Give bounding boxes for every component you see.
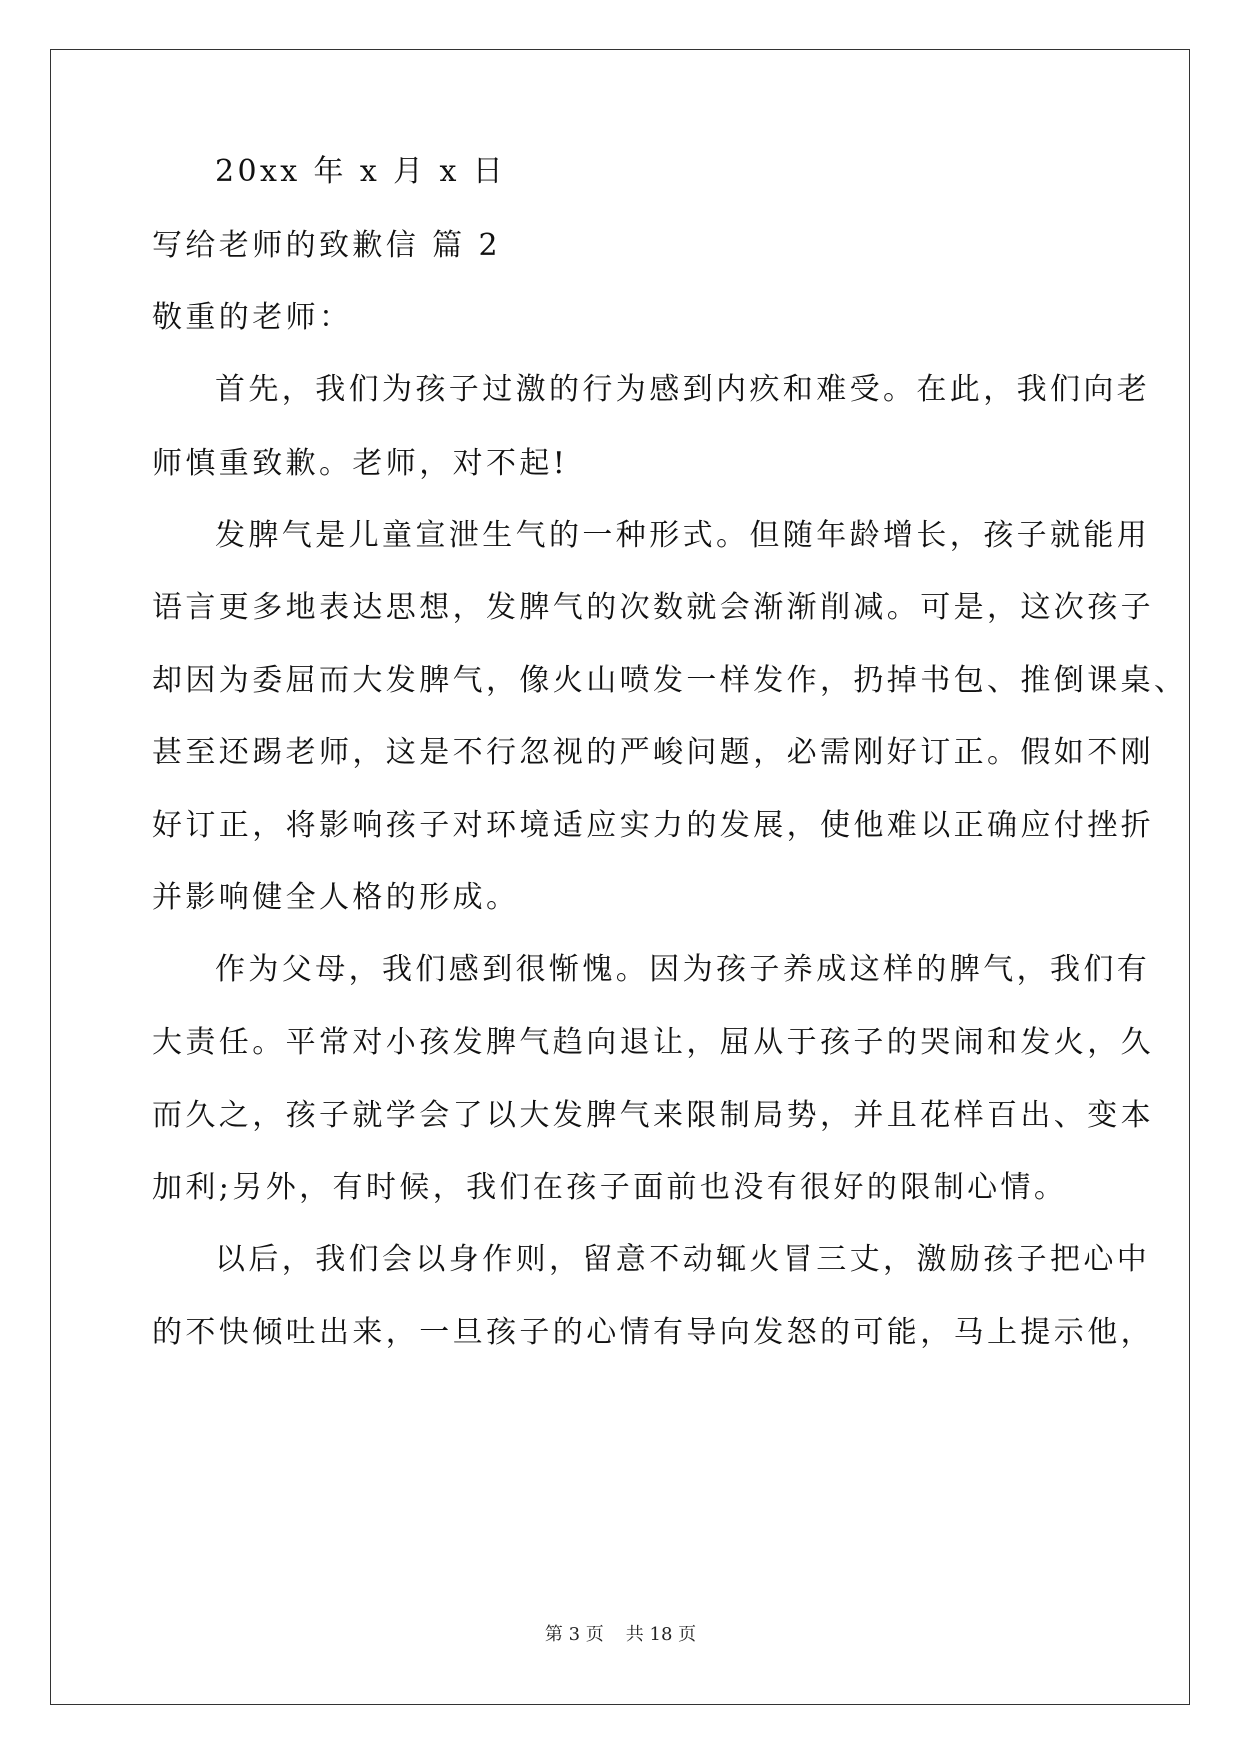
body-line: 首先，我们为孩子过激的行为感到内疚和难受。在此，我们向老: [215, 372, 1151, 407]
page-total: 共 18 页: [625, 1624, 697, 1645]
page-number: 第 3 页: [544, 1624, 604, 1645]
body-line: 甚至还踢老师，这是不行忽视的严峻问题，必需刚好订正。假如不刚: [152, 735, 1154, 770]
page-footer: [0, 1620, 1241, 1646]
section-title: 写给老师的致歉信 篇 2: [152, 228, 501, 263]
body-line: 加利;另外，有时候，我们在孩子面前也没有很好的限制心情。: [152, 1170, 1068, 1205]
body-line: 并影响健全人格的形成。: [152, 880, 520, 915]
body-line: 作为父母，我们感到很惭愧。因为孩子养成这样的脾气，我们有: [215, 952, 1151, 987]
body-line: 以后，我们会以身作则，留意不动辄火冒三丈，激励孩子把心中: [215, 1242, 1151, 1277]
body-line: 而久之，孩子就学会了以大发脾气来限制局势，并且花样百出、变本: [152, 1098, 1154, 1133]
body-line: 好订正，将影响孩子对环境适应实力的发展，使他难以正确应付挫折: [152, 808, 1154, 843]
body-line: 师慎重致歉。老师，对不起!: [152, 446, 569, 481]
body-line: 大责任。平常对小孩发脾气趋向退让，屈从于孩子的哭闹和发火，久: [152, 1025, 1154, 1060]
body-line: 发脾气是儿童宣泄生气的一种形式。但随年龄增长，孩子就能用: [215, 518, 1151, 553]
body-line: 的不快倾吐出来，一旦孩子的心情有导向发怒的可能，马上提示他，: [152, 1315, 1154, 1350]
body-line: 语言更多地表达思想，发脾气的次数就会渐渐削减。可是，这次孩子: [152, 590, 1154, 625]
salutation: 敬重的老师：: [152, 300, 353, 335]
body-line: 却因为委屈而大发脾气，像火山喷发一样发作，扔掉书包、推倒课桌、: [152, 663, 1188, 698]
date-line: 20xx 年 x 月 x 日: [215, 154, 507, 189]
